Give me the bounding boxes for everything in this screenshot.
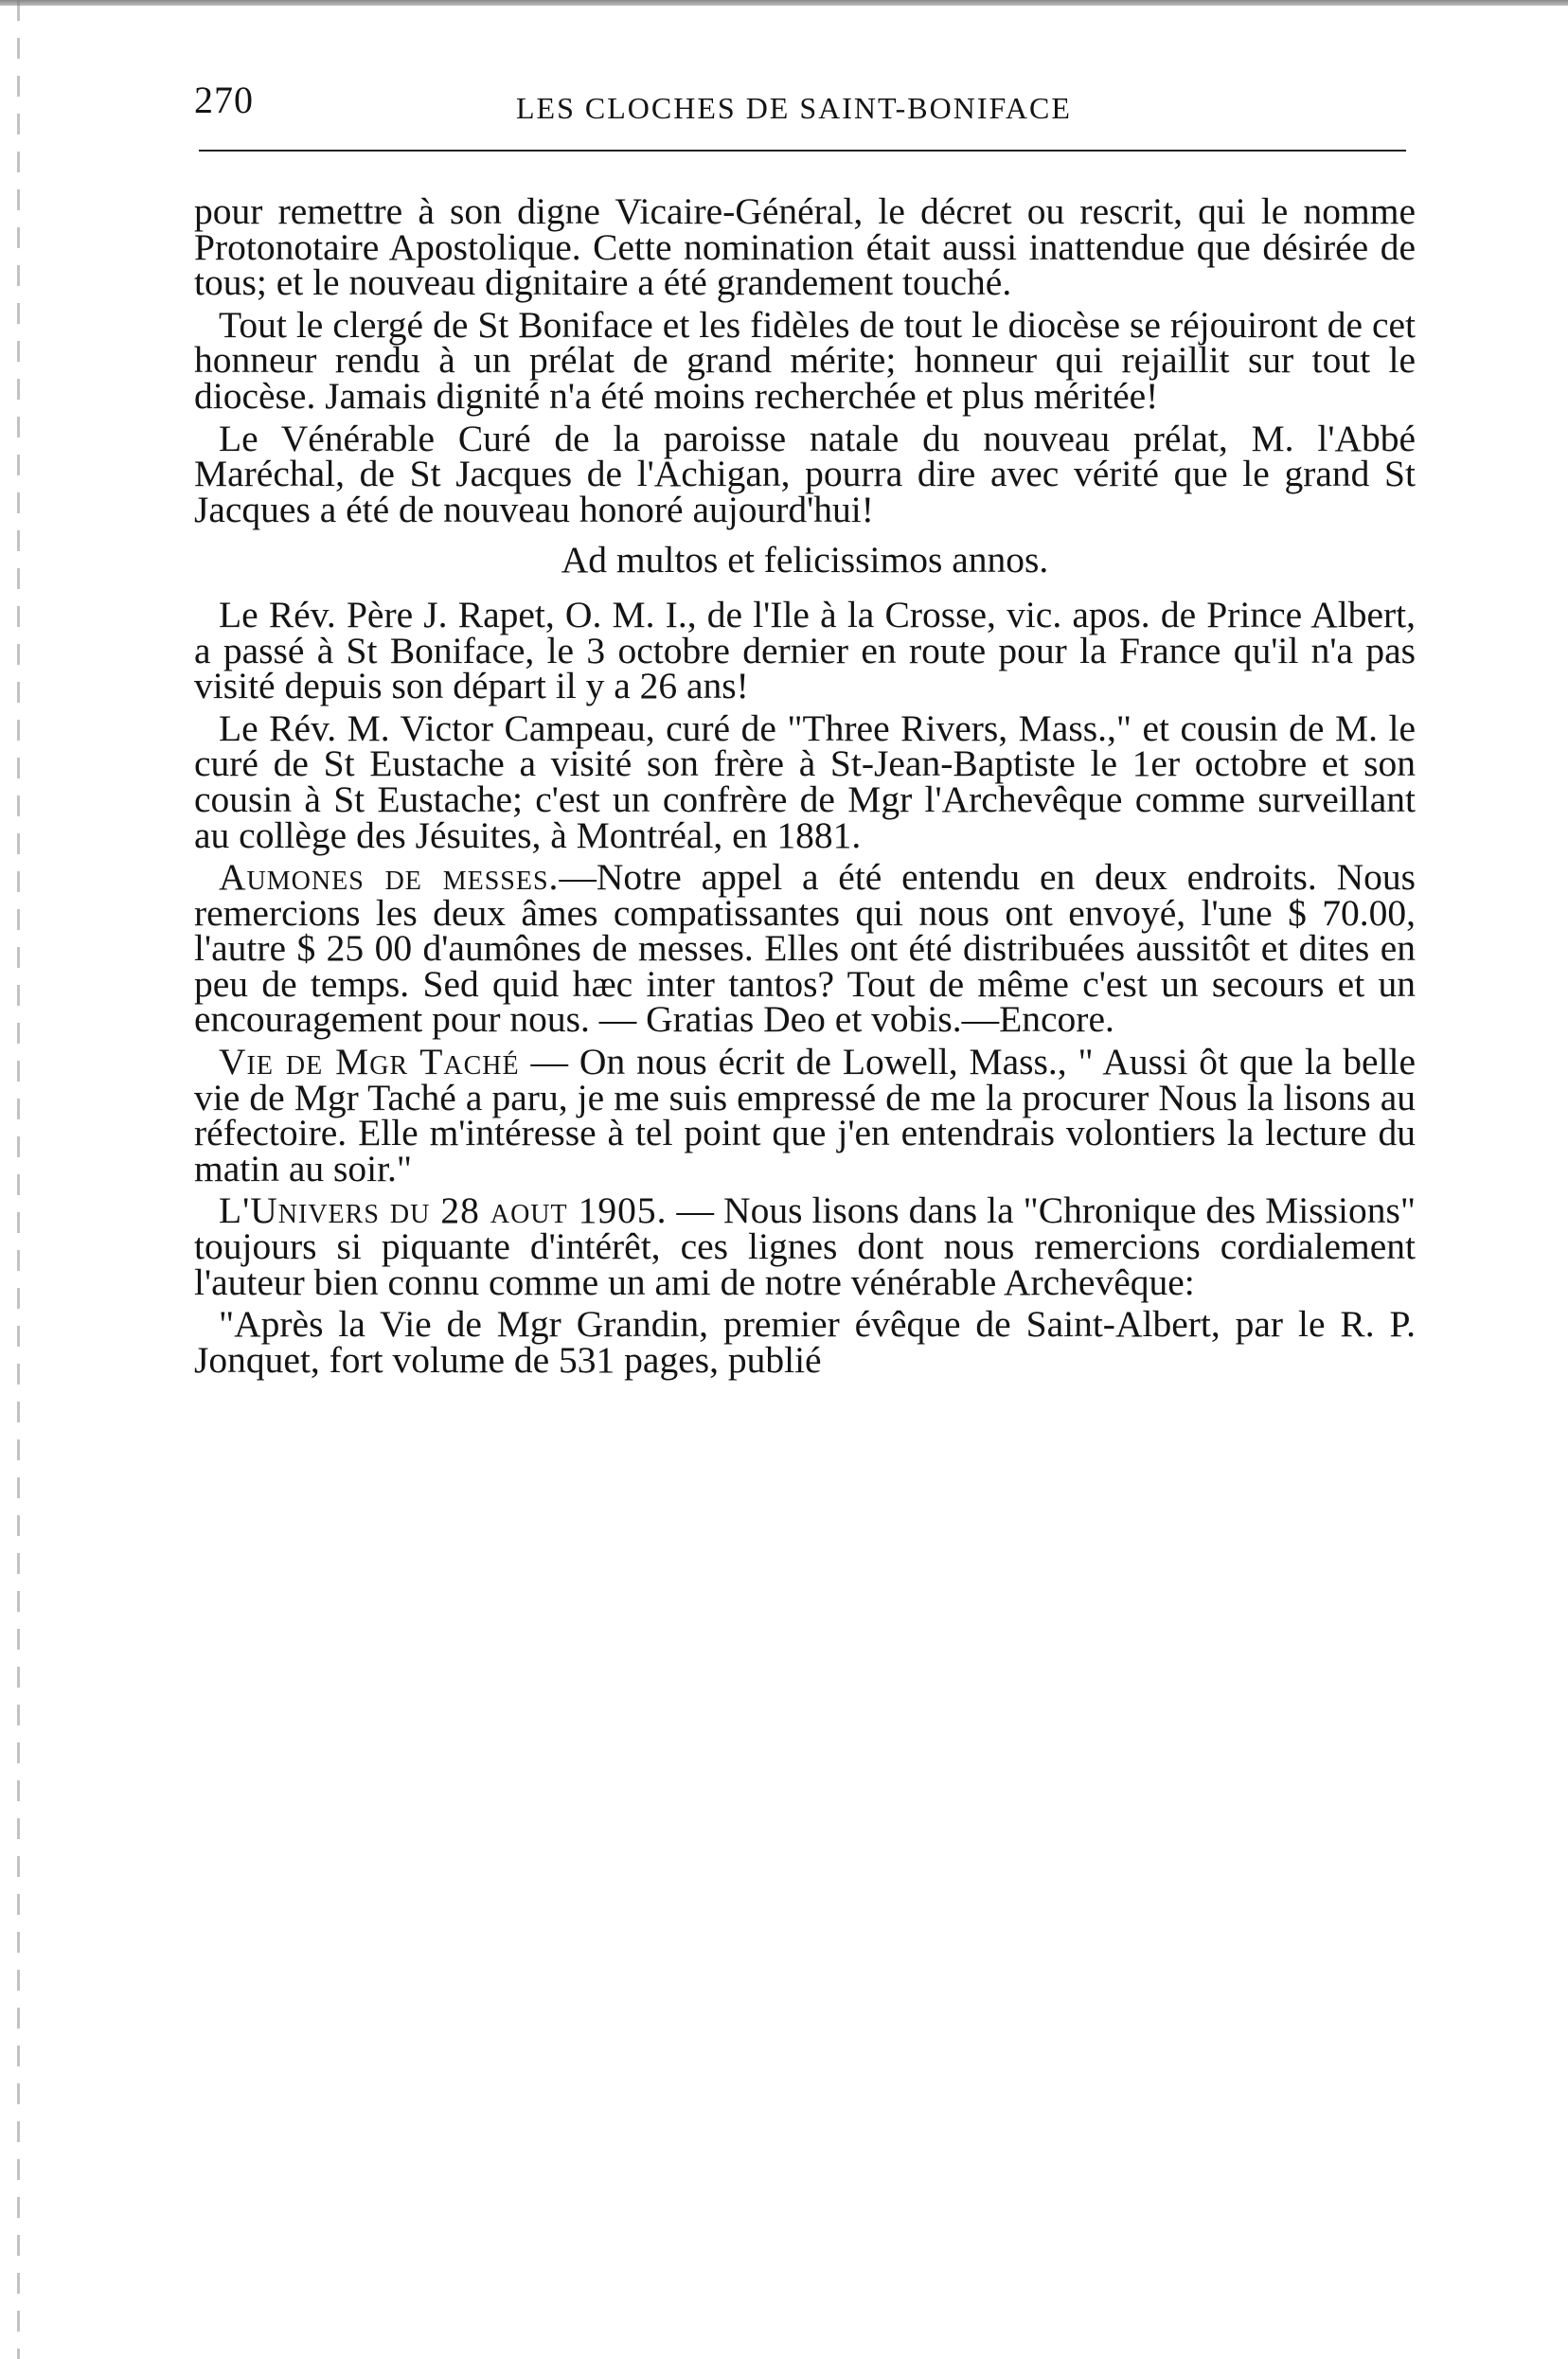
paragraph-text: Le Vénérable Curé de la paroisse natale du nouveau prélat, M. l'Abbé Maréchal, de St Jacques de l'Achigan, pourra dire avec vérité que le grand St Jacques a été de nouveau honoré aujourd'hui! xyxy=(194,417,1416,530)
header-rule xyxy=(199,150,1406,152)
paragraph xyxy=(194,1041,1416,1189)
paragraph-text: Ad multos et felicissimos annos. xyxy=(561,539,1049,581)
paragraph-lead: Vie de Mgr Taché xyxy=(219,1041,520,1083)
paragraph xyxy=(194,593,1416,707)
paragraph-text: — On nous écrit de Lowell, Mass., " Aussi ôt que la belle vie de Mgr Taché a paru, je me suis empressé de me la procurer Nous la lisons au réfectoire. Elle m'intéresse à tel point que j'en entendrais volontiers la lecture du matin au soir." xyxy=(194,1041,1416,1189)
paragraph-text: Tout le clergé de St Boniface et les fidèles de tout le diocèse se réjouiront de cet honneur rendu à un prélat de grand mérite; honneur qui rejaillit sur tout le diocèse. Jamais dignité n'a été moins recherchée et plus méritée! xyxy=(194,303,1416,417)
paragraph-text: — Nous lisons dans la "Chronique des Missions" toujours si piquante d'intérêt, ces lignes dont nous remercions cordialement l'auteur bien connu comme un ami de notre vénérable Archevêque: xyxy=(194,1189,1416,1303)
running-title: LES CLOCHES DE SAINT-BONIFACE xyxy=(516,91,1072,125)
page-binding-edge xyxy=(17,0,20,2359)
paragraph-text: pour remettre à son digne Vicaire-Général, le décret ou rescrit, qui le nomme Protonotaire Apostolique. Cette nomination était aussi inattendue que désirée de tous; et le nouveau dignitaire a été grandement touché. xyxy=(194,190,1416,304)
paragraph-text: —Notre appel a été entendu en deux endroits. Nous remercions les deux âmes compatissantes qui nous ont envoyé, l'une $ 70.00, l'autre $ 25 00 d'aumônes de messes. Elles ont été distribuées aussitôt et dites en peu de temps. Sed quid hæc inter tantos? Tout de même c'est un secours et un encouragement pour nous. — Gratias Deo et vobis.—Encore. xyxy=(194,856,1416,1041)
page-number: 270 xyxy=(194,79,254,121)
paragraph-text: "Après la Vie de Mgr Grandin, premier évêque de Saint-Albert, par le R. P. Jonquet, fort volume de 531 pages, publié xyxy=(194,1303,1416,1381)
paragraph-latin-wish xyxy=(194,539,1416,581)
paragraph-text: Le Rév. Père J. Rapet, O. M. I., de l'Ile à la Crosse, vic. apos. de Prince Albert, a passé à St Boniface, le 3 octobre dernier en route pour la France qu'il n'a pas visité depuis son départ il y a 26 ans! xyxy=(194,593,1416,707)
paragraph xyxy=(194,417,1416,530)
page-header xyxy=(194,78,1406,134)
paragraph xyxy=(194,1303,1416,1381)
paragraph xyxy=(194,190,1416,304)
paragraph xyxy=(194,1189,1416,1303)
paragraph-lead: Aumones de messes. xyxy=(219,856,560,899)
page-edge-shadow xyxy=(0,0,1568,6)
paragraph xyxy=(194,856,1416,1041)
body-text xyxy=(194,190,1416,1385)
paragraph-lead: L'Univers du 28 aout 1905. xyxy=(219,1189,668,1232)
paragraph xyxy=(194,706,1416,856)
paragraph xyxy=(194,303,1416,417)
paragraph-text: Le Rév. M. Victor Campeau, curé de "Three Rivers, Mass.," et cousin de M. le curé de St Eustache a visité son frère à St-Jean-Baptiste le 1er octobre et son cousin à St Eustache; c'est un confrère de Mgr l'Archevêque comme surveillant au collège des Jésuites, à Montréal, en 1881. xyxy=(194,706,1416,856)
